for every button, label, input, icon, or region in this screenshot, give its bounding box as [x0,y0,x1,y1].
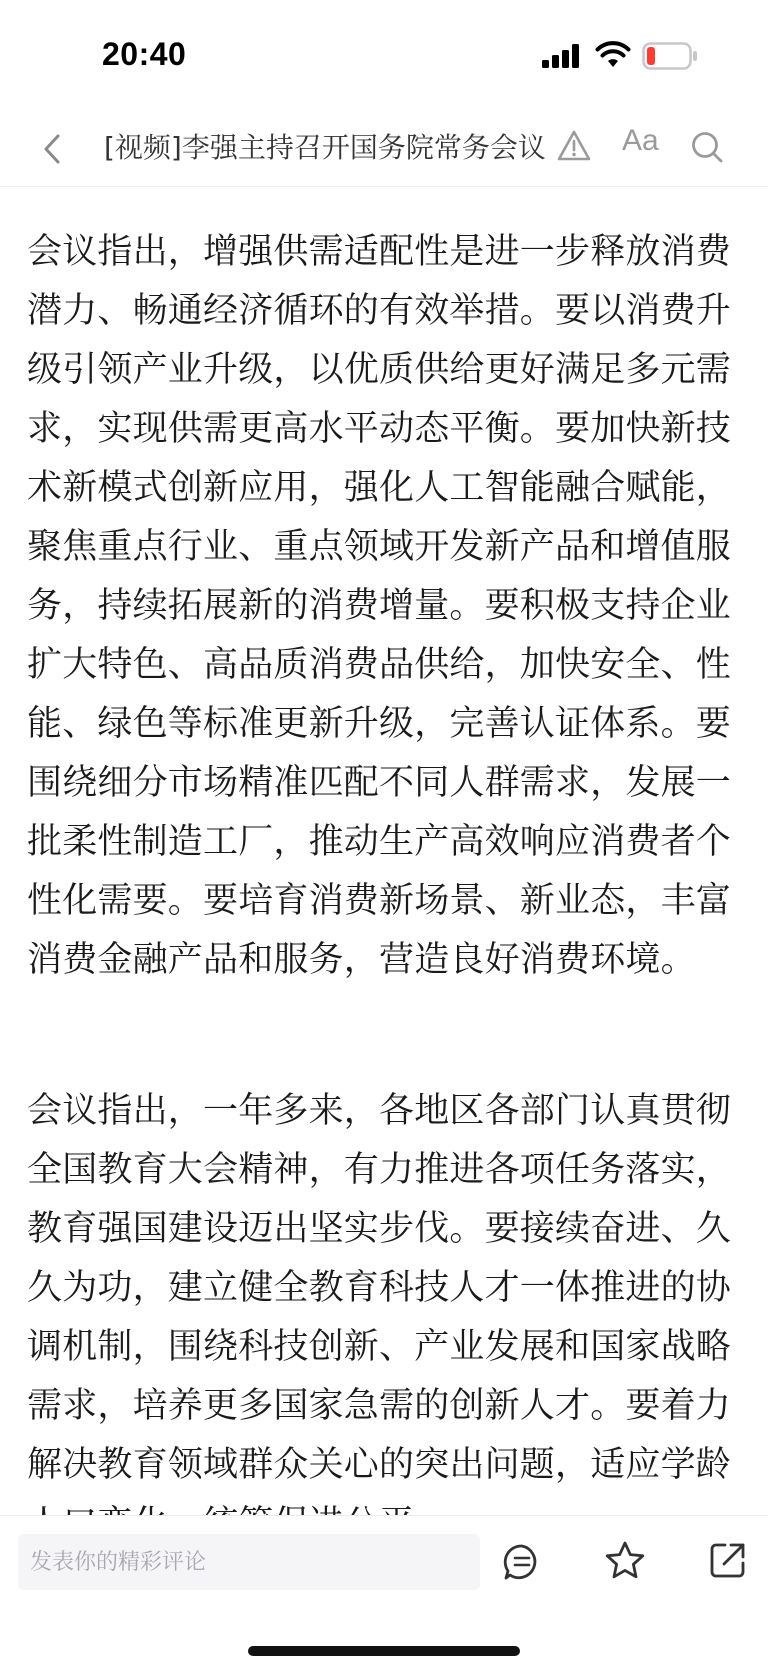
star-icon[interactable] [604,1540,646,1582]
comment-input[interactable] [18,1534,480,1590]
search-icon[interactable] [690,130,724,164]
wifi-icon [596,42,630,68]
nav-bar [0,110,768,187]
report-icon[interactable] [556,128,592,164]
battery-icon [642,42,698,70]
page-title: [视频]李强主持召开国务院常务会议 [104,131,546,164]
comment-icon[interactable] [502,1542,542,1582]
home-indicator [248,1646,520,1656]
bottom-toolbar [0,1515,768,1670]
back-icon[interactable] [38,132,66,166]
status-bar [0,0,768,110]
status-time: 20:40 [102,36,187,72]
signal-icon [542,44,582,68]
share-icon[interactable] [708,1540,748,1580]
font-size-button[interactable]: Aa [622,124,659,157]
article-body [0,187,768,1515]
article-paragraph: 会议指出，增强供需适配性是进一步释放消费潜力、畅通经济循环的有效举措。要以消费升级引领产业升级，以优质供给更好满足多元需求，实现供需更高水平动态平衡。要加快新技术新模式创新应用，强化人工智能融合赋能，聚焦重点行业、重点领域开发新产品和增值服务，持续拓展新的消费增量。要积极支持企业扩大特色、高品质消费品供给，加快安全、性能、绿色等标准更新升级，完善认证体系。要围绕细分市场精准匹配不同人群需求，发展一批柔性制造工厂，推动生产高效响应消费者个性化需要。要培育消费新场景、新业态，丰富消费金融产品和服务，营造良好消费环境。 [27,232,732,980]
article-paragraph: 会议指出，一年多来，各地区各部门认真贯彻全国教育大会精神，有力推进各项任务落实，教育强国建设迈出坚实步伐。要接续奋进、久久为功，建立健全教育科技人才一体推进的协调机制，围绕科技创新、产业发展和国家战略需求，培养更多国家急需的创新人才。要着力解决教育领域群众关心的突出问题，适应学龄 [27,1091,732,1485]
